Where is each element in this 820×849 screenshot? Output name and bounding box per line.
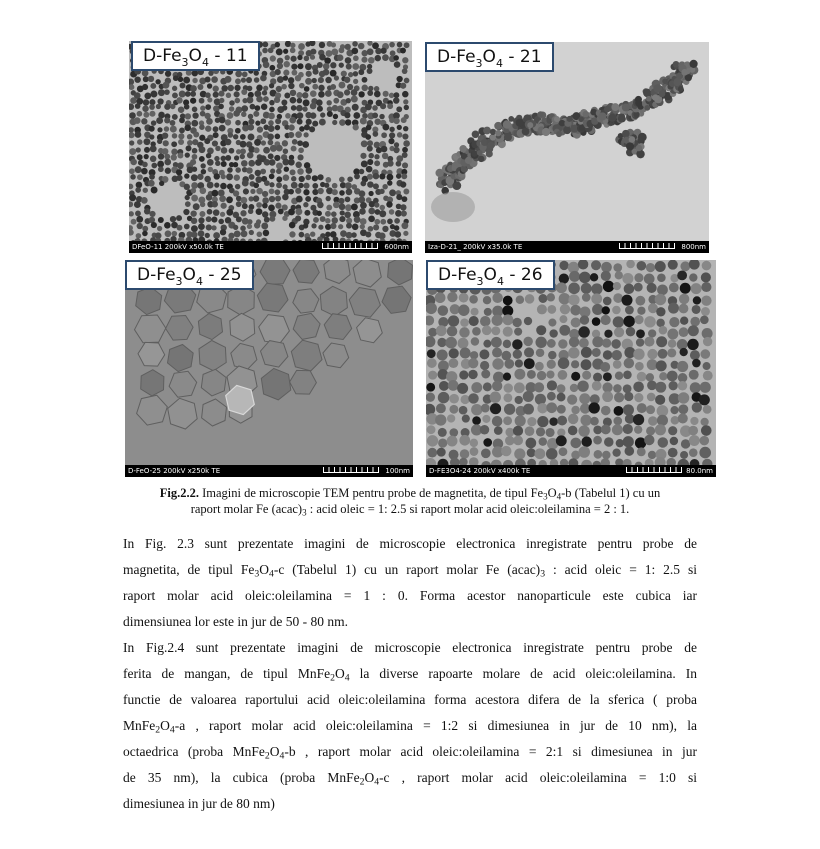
scale-label: 100nm [385, 467, 410, 475]
tem-image-d-fe3o4-11 [129, 41, 412, 253]
tem-micrograph-3 [125, 260, 413, 477]
microscope-info-bar [425, 241, 709, 253]
scale-label: 600nm [384, 243, 409, 251]
tem-image-d-fe3o4-26 [426, 260, 716, 477]
tem-image-d-fe3o4-21 [425, 42, 709, 253]
acquisition-info: D-FE3O4-24 200kV x400k TE [429, 467, 531, 475]
microscope-info-bar [426, 465, 716, 477]
microscope-info-bar [129, 241, 412, 253]
microscope-info-bar [125, 465, 413, 477]
acquisition-info: Iza-D-21_ 200kV x35.0k TE [428, 243, 523, 251]
panel-label: $D-Fe_3O_4 - 25$ [125, 260, 254, 290]
tem-micrograph-4 [426, 260, 716, 477]
scale-bar [322, 243, 378, 249]
body-paragraph-1: In Fig. 2.3 sunt prezentate imagini de microscopie electronica inregistrate pentru probe de magnetita, de tipul $Fe_3O_4-c$ (Tabelul 1) cu un raport molar Fe $(acac)_3$ : acid oleic = 1: 2.5 si raport molar acid oleic:oleilamina = 1 : 0. Forma acestor nanoparticule este cubica iar dimensiunea lor este in jur de 50 - 80 nm. [123, 536, 697, 629]
acquisition-info: DFeO-11 200kV x50.0k TE [132, 243, 224, 251]
scale-bar [323, 467, 379, 473]
body-paragraph-2: In Fig.2.4 sunt prezentate imagini de microscopie electronica inregistrate pentru probe de ferita de mangan, de tipul $MnFe_2O_4$ la diverse rapoarte molare de acid oleic:oleilamina. In functie de valoarea raportului acid oleic:oleilamina forma acestora difera de la sferica ( proba $MnFe_2O_4-a$ , raport molar acid oleic:oleilamina = 1:2 si dimesiunea in jur de 10 nm), la octaedrica (proba $MnFe_2O_4-b$ , raport molar acid oleic:oleilamina = 2:1 si dimesiunea in jur de 35 nm), la cubica (proba $MnFe_2O_4-c$ , raport molar acid oleic:oleilamina = 1:0 si dimesiunea in jur de 80 nm) [123, 640, 697, 811]
panel-label: $D-Fe_3O_4 - 11$ [131, 41, 260, 71]
scale-bar [626, 467, 682, 473]
tem-image-d-fe3o4-25 [125, 260, 413, 477]
scale-bar [619, 243, 675, 249]
panel-label: $D-Fe_3O_4 - 26$ [426, 260, 555, 290]
acquisition-info: D-FeO-25 200kV x250k TE [128, 467, 221, 475]
figure-number: Fig.2.2. [159, 486, 199, 500]
scale-label: 800nm [681, 243, 706, 251]
figure-caption: Fig.2.2. Imagini de microscopie TEM pentru probe de magnetita, de tipul $Fe_3O_4-b$ (Tabelul 1) cu un raport molar Fe $(acac)_3$ : acid oleic = 1: 2.5 si raport molar acid oleic:oleilamina = 2 : 1. [159, 486, 661, 518]
scale-label: 80.0nm [686, 467, 713, 475]
panel-label: $D-Fe_3O_4 - 21$ [425, 42, 554, 72]
